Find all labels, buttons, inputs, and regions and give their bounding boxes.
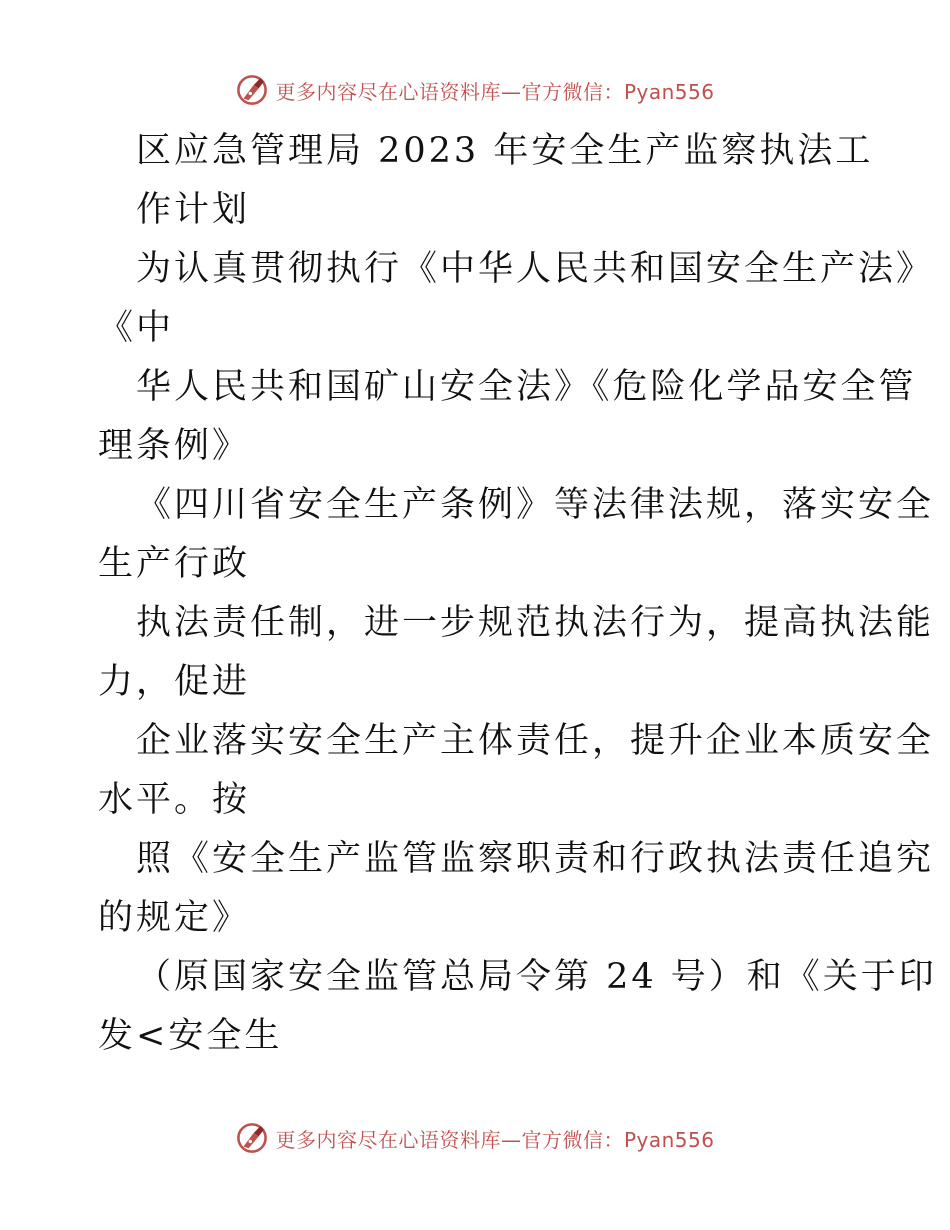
document-body (98, 122, 937, 1066)
text-line: 力，促进 (98, 662, 251, 702)
text-line: 水平。按 (98, 780, 251, 820)
text-line: 生产行政 (98, 544, 251, 584)
text-line: 《四川省安全生产条例》等法律法规，落实安全 (136, 485, 935, 525)
header-watermark (0, 70, 950, 110)
header-watermark-group (235, 73, 714, 107)
footer-watermark (0, 1118, 950, 1158)
text-line: （原国家安全监管总局令第 24 号）和《关于印 (136, 957, 937, 997)
text-line: 《中 (98, 308, 175, 348)
text-line: 照《安全生产监管监察职责和行政执法责任追究 (136, 839, 935, 879)
text-line: 执法责任制，进一步规范执法行为，提高执法能 (136, 603, 935, 643)
text-line: 发<安全生 (98, 1016, 283, 1056)
text-line: 华人民共和国矿山安全法》《危险化学品安全管 (136, 367, 917, 407)
pen-nib-logo-icon (235, 73, 269, 107)
footer-watermark-group (235, 1121, 714, 1155)
watermark-text: 更多内容尽在心语资料库—官方微信：Pyan556 (275, 79, 715, 104)
pen-nib-logo-icon (235, 1121, 269, 1155)
text-line: 的规定》 (98, 898, 251, 938)
text-line: 区应急管理局 2023 年安全生产监察执法工 (136, 131, 874, 171)
text-line: 理条例》 (98, 426, 251, 466)
text-line: 为认真贯彻执行《中华人民共和国安全生产法》 (136, 249, 935, 289)
text-line: 企业落实安全生产主体责任，提升企业本质安全 (136, 721, 935, 761)
text-line: 作计划 (136, 190, 251, 230)
watermark-text: 更多内容尽在心语资料库—官方微信：Pyan556 (275, 1127, 715, 1152)
